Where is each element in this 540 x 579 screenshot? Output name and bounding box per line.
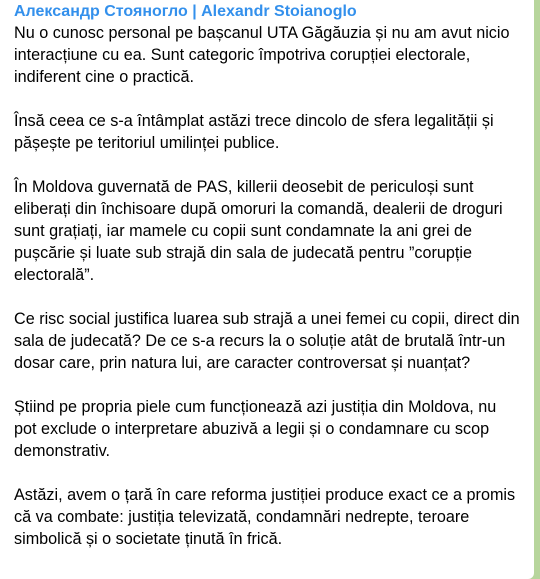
message-paragraph-3: În Moldova guvernată de PAS, killerii deosebit de periculoși sunt eliberați din închisoare după omoruri la comandă, dealerii de droguri sunt grațiați, iar mamele cu copii sunt condamnate la ani grei de pușcărie și luate sub strajă din sala de judecată pentru ”corupție electorală”. <box>14 178 503 284</box>
message-paragraph-5: Știind pe propria piele cum funcționează azi justiția din Moldova, nu pot exclude o interpretare abuzivă a legii și o condamnare cu scop demonstrativ. <box>14 398 497 460</box>
message-paragraph-6: Astăzi, avem o țară în care reforma justiției produce exact ce a promis că va combate: justiția televizată, condamnări nedrepte, teroare simbolică și o societate ținută în frică. <box>14 486 516 548</box>
message-paragraph-2: Însă ceea ce s-a întâmplat astăzi trece dincolo de sfera legalității și pășește pe teritoriul umilinței publice. <box>14 112 494 152</box>
sender-name[interactable]: Александр Стояногло | Alexandr Stoianoglo <box>14 3 357 20</box>
message-paragraph-1: Nu o cunosc personal pe bașcanul UTA Găgăuzia și nu am avut nicio interacțiune cu ea. Sunt categoric împotriva corupției electorale, indiferent cine o practică. <box>14 24 510 86</box>
message-text <box>14 22 520 550</box>
message-paragraph-4: Ce risc social justifica luarea sub strajă a unei femei cu copii, direct din sala de judecată? De ce s-a recurs la o soluție atât de brutală într-un dosar care, prin natura lui, are caracter controversat și nuanțat? <box>14 310 520 372</box>
